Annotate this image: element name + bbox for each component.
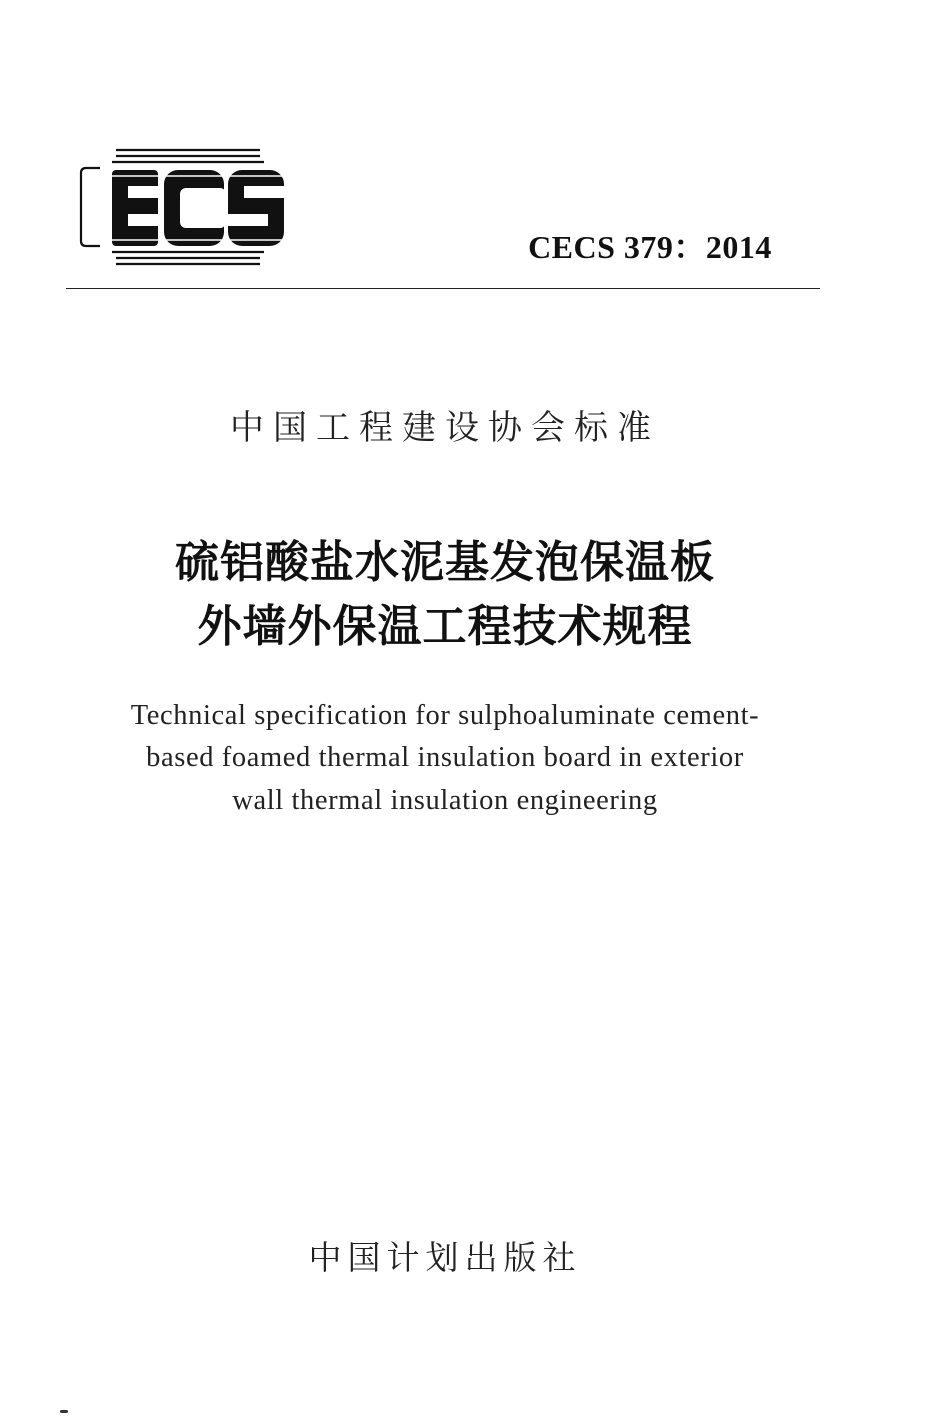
title-chinese-line-2: 外墙外保温工程技术规程	[197, 601, 693, 652]
logo-letters	[112, 170, 286, 246]
header-divider	[66, 288, 820, 289]
title-english-line-1: Technical specification for sulphoaluminate cement-	[130, 700, 760, 731]
title-english-line-2: based foamed thermal insulation board in exterior	[146, 742, 744, 773]
publisher-name: 中国计划出版社	[308, 1238, 582, 1277]
title-chinese-line-1: 硫铝酸盐水泥基发泡保温板	[175, 537, 715, 588]
organization-standard-label: 中国工程建设协会标准	[230, 408, 660, 448]
standard-code: CECS 379：2014	[528, 229, 772, 265]
scan-speck	[60, 1410, 68, 1413]
title-english-line-3: wall thermal insulation engineering	[232, 785, 658, 816]
ecs-logo	[78, 146, 290, 270]
